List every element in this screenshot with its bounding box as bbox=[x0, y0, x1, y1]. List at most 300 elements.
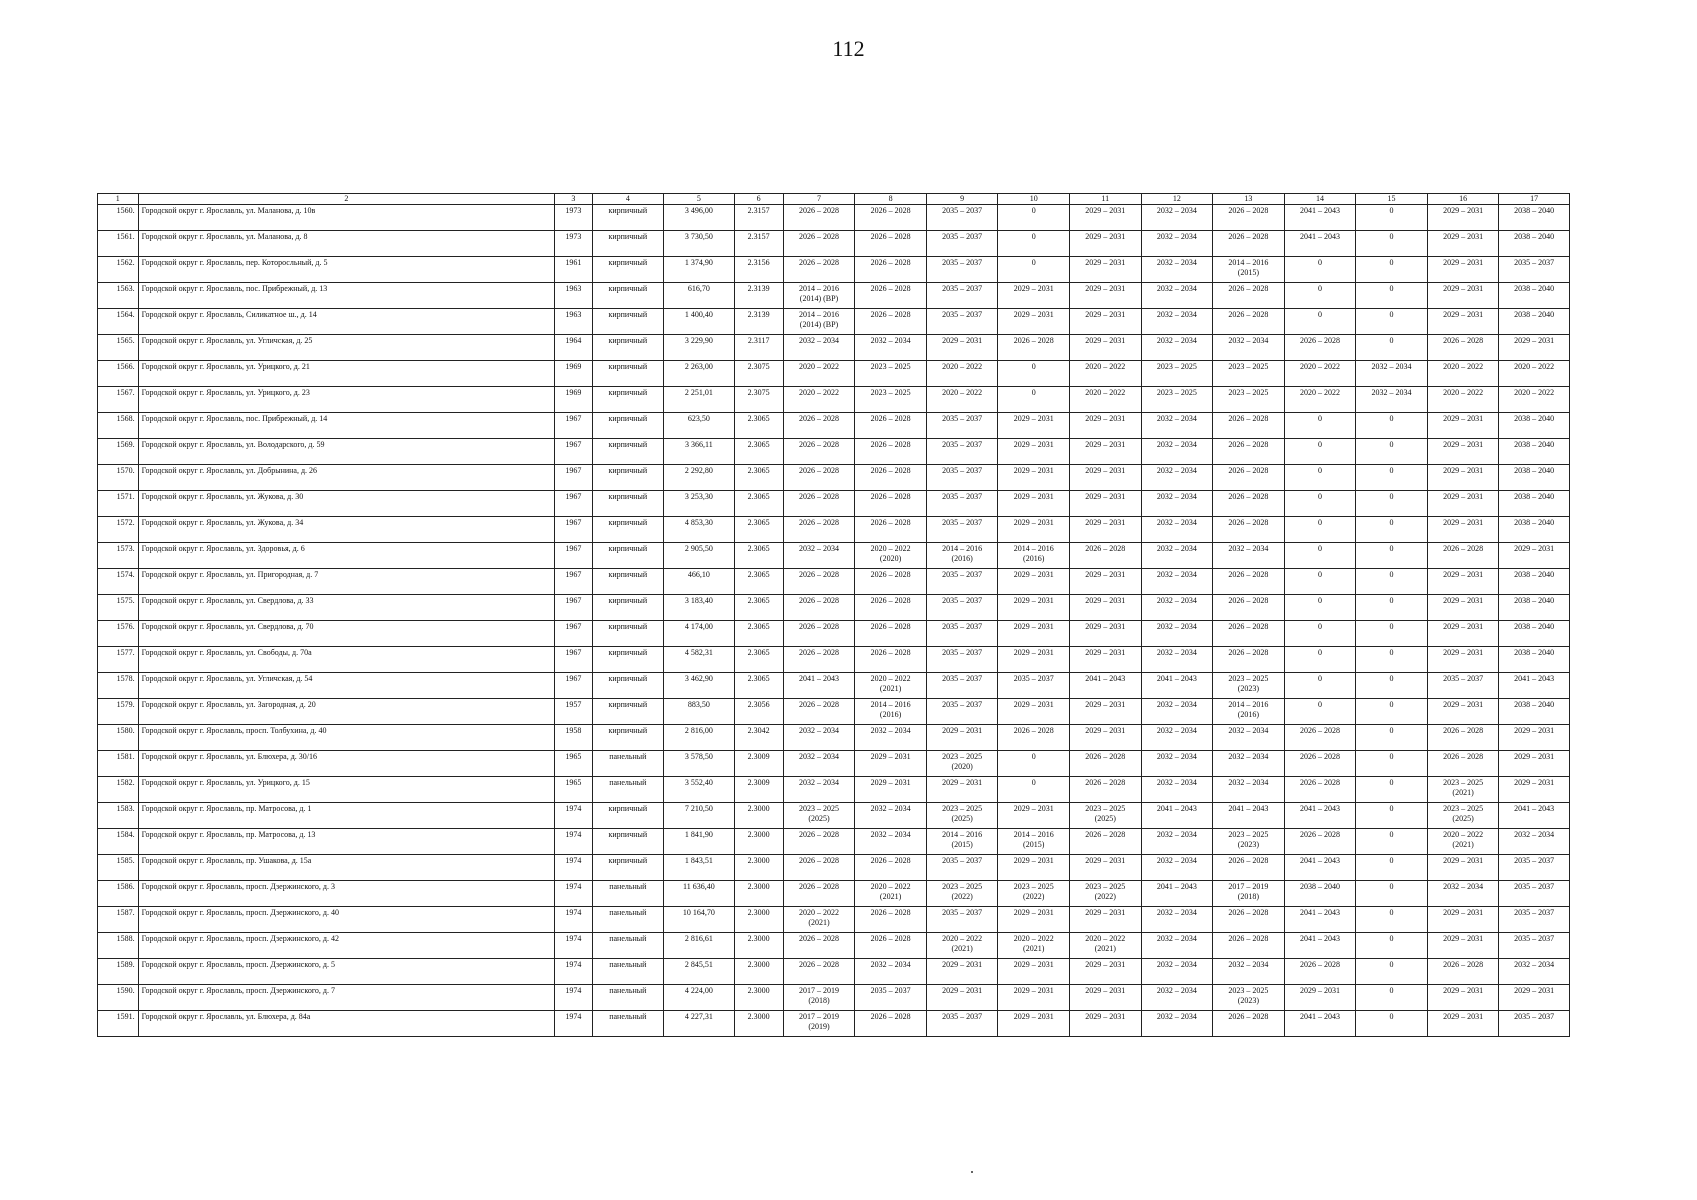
period-cell: 2032 – 2034 bbox=[1141, 283, 1213, 309]
year-cell: 1961 bbox=[555, 257, 592, 283]
wall-material-cell: панельный bbox=[592, 985, 664, 1011]
period-cell: 2038 – 2040 bbox=[1499, 465, 1570, 491]
period-cell: 2029 – 2031 bbox=[1499, 985, 1570, 1011]
period-cell: 0 bbox=[1356, 309, 1428, 335]
period-cell: 2017 – 2019 (2018) bbox=[783, 985, 855, 1011]
period-cell: 2035 – 2037 bbox=[926, 231, 998, 257]
column-number-cell: 15 bbox=[1356, 194, 1428, 205]
registry-table bbox=[97, 193, 1570, 1037]
column-number-row bbox=[98, 194, 1570, 205]
area-cell: 3 496,00 bbox=[664, 205, 735, 231]
year-cell: 1957 bbox=[555, 699, 592, 725]
period-cell: 2026 – 2028 bbox=[855, 465, 927, 491]
period-cell: 2020 – 2022 (2021) bbox=[783, 907, 855, 933]
area-cell: 2 251,01 bbox=[664, 387, 735, 413]
period-cell: 2029 – 2031 bbox=[998, 803, 1070, 829]
year-cell: 1974 bbox=[555, 933, 592, 959]
row-number-cell: 1585. bbox=[98, 855, 139, 881]
period-cell: 2023 – 2025 (2025) bbox=[926, 803, 998, 829]
period-cell: 0 bbox=[1284, 309, 1356, 335]
period-cell: 2020 – 2022 (2021) bbox=[1427, 829, 1499, 855]
scan-speck bbox=[971, 1171, 973, 1173]
period-cell: 2023 – 2025 (2020) bbox=[926, 751, 998, 777]
wall-material-cell: кирпичный bbox=[592, 621, 664, 647]
period-cell: 2032 – 2034 bbox=[1141, 491, 1213, 517]
period-cell: 2041 – 2043 bbox=[1284, 803, 1356, 829]
period-cell: 2026 – 2028 bbox=[855, 569, 927, 595]
period-cell: 2023 – 2025 (2025) bbox=[783, 803, 855, 829]
address-cell: Городской округ г. Ярославль, ул. Урицкого, д. 15 bbox=[138, 777, 555, 803]
period-cell: 0 bbox=[1356, 231, 1428, 257]
period-cell: 2029 – 2031 bbox=[1069, 595, 1141, 621]
period-cell: 2026 – 2028 bbox=[783, 933, 855, 959]
area-cell: 2 845,51 bbox=[664, 959, 735, 985]
period-cell: 2035 – 2037 bbox=[926, 413, 998, 439]
period-cell: 0 bbox=[1356, 777, 1428, 803]
row-number-cell: 1583. bbox=[98, 803, 139, 829]
index-cell: 2.3065 bbox=[734, 413, 783, 439]
table-row bbox=[98, 621, 1570, 647]
period-cell: 2023 – 2025 (2023) bbox=[1213, 673, 1285, 699]
period-cell: 2026 – 2028 bbox=[783, 829, 855, 855]
period-cell: 0 bbox=[1356, 907, 1428, 933]
column-number-cell: 6 bbox=[734, 194, 783, 205]
period-cell: 2026 – 2028 bbox=[783, 959, 855, 985]
period-cell: 0 bbox=[1356, 803, 1428, 829]
address-cell: Городской округ г. Ярославль, ул. Блюхера, д. 30/16 bbox=[138, 751, 555, 777]
period-cell: 2029 – 2031 bbox=[1069, 465, 1141, 491]
period-cell: 0 bbox=[1284, 673, 1356, 699]
table-row bbox=[98, 335, 1570, 361]
period-cell: 0 bbox=[1284, 413, 1356, 439]
period-cell: 2029 – 2031 bbox=[998, 517, 1070, 543]
period-cell: 2026 – 2028 bbox=[1213, 933, 1285, 959]
period-cell: 2029 – 2031 bbox=[998, 569, 1070, 595]
period-cell: 2026 – 2028 bbox=[855, 491, 927, 517]
period-cell: 2026 – 2028 bbox=[783, 231, 855, 257]
period-cell: 2029 – 2031 bbox=[1069, 725, 1141, 751]
index-cell: 2.3157 bbox=[734, 205, 783, 231]
period-cell: 2026 – 2028 bbox=[855, 231, 927, 257]
period-cell: 2038 – 2040 bbox=[1499, 595, 1570, 621]
period-cell: 2035 – 2037 bbox=[926, 855, 998, 881]
period-cell: 2026 – 2028 bbox=[855, 413, 927, 439]
period-cell: 2029 – 2031 bbox=[998, 283, 1070, 309]
period-cell: 2035 – 2037 bbox=[998, 673, 1070, 699]
period-cell: 2041 – 2043 bbox=[1284, 855, 1356, 881]
column-number-cell: 7 bbox=[783, 194, 855, 205]
period-cell: 2029 – 2031 bbox=[1069, 283, 1141, 309]
page-number: 112 bbox=[832, 36, 865, 61]
period-cell: 2035 – 2037 bbox=[1499, 933, 1570, 959]
wall-material-cell: кирпичный bbox=[592, 803, 664, 829]
index-cell: 2.3000 bbox=[734, 907, 783, 933]
row-number-cell: 1560. bbox=[98, 205, 139, 231]
table-row bbox=[98, 543, 1570, 569]
period-cell: 2029 – 2031 bbox=[1427, 907, 1499, 933]
period-cell: 2026 – 2028 bbox=[783, 491, 855, 517]
index-cell: 2.3000 bbox=[734, 1011, 783, 1037]
address-cell: Городской округ г. Ярославль, просп. Толбухина, д. 40 bbox=[138, 725, 555, 751]
period-cell: 2035 – 2037 bbox=[926, 257, 998, 283]
area-cell: 7 210,50 bbox=[664, 803, 735, 829]
period-cell: 2038 – 2040 bbox=[1499, 699, 1570, 725]
period-cell: 2014 – 2016 (2015) bbox=[1213, 257, 1285, 283]
period-cell: 2026 – 2028 bbox=[855, 647, 927, 673]
period-cell: 0 bbox=[1356, 933, 1428, 959]
year-cell: 1967 bbox=[555, 569, 592, 595]
period-cell: 2032 – 2034 bbox=[1213, 725, 1285, 751]
period-cell: 2032 – 2034 bbox=[1141, 725, 1213, 751]
year-cell: 1974 bbox=[555, 1011, 592, 1037]
period-cell: 0 bbox=[1356, 1011, 1428, 1037]
period-cell: 2020 – 2022 bbox=[783, 387, 855, 413]
period-cell: 2023 – 2025 bbox=[1141, 387, 1213, 413]
period-cell: 0 bbox=[1356, 517, 1428, 543]
period-cell: 2026 – 2028 bbox=[1213, 439, 1285, 465]
period-cell: 2038 – 2040 bbox=[1499, 413, 1570, 439]
period-cell: 2029 – 2031 bbox=[1284, 985, 1356, 1011]
column-number-cell: 1 bbox=[98, 194, 139, 205]
period-cell: 2029 – 2031 bbox=[1069, 985, 1141, 1011]
wall-material-cell: кирпичный bbox=[592, 335, 664, 361]
address-cell: Городской округ г. Ярославль, ул. Угличская, д. 25 bbox=[138, 335, 555, 361]
period-cell: 2026 – 2028 bbox=[783, 595, 855, 621]
period-cell: 2029 – 2031 bbox=[1427, 855, 1499, 881]
period-cell: 2029 – 2031 bbox=[1069, 205, 1141, 231]
area-cell: 3 730,50 bbox=[664, 231, 735, 257]
row-number-cell: 1591. bbox=[98, 1011, 139, 1037]
period-cell: 2029 – 2031 bbox=[926, 985, 998, 1011]
year-cell: 1967 bbox=[555, 595, 592, 621]
index-cell: 2.3056 bbox=[734, 699, 783, 725]
period-cell: 2026 – 2028 bbox=[1213, 647, 1285, 673]
period-cell: 2014 – 2016 (2015) bbox=[926, 829, 998, 855]
period-cell: 2032 – 2034 bbox=[1141, 777, 1213, 803]
period-cell: 2029 – 2031 bbox=[998, 699, 1070, 725]
year-cell: 1967 bbox=[555, 439, 592, 465]
table-row bbox=[98, 673, 1570, 699]
address-cell: Городской округ г. Ярославль, пер. Которосльный, д. 5 bbox=[138, 257, 555, 283]
period-cell: 0 bbox=[1356, 335, 1428, 361]
period-cell: 2035 – 2037 bbox=[926, 907, 998, 933]
period-cell: 2026 – 2028 bbox=[855, 517, 927, 543]
row-number-cell: 1576. bbox=[98, 621, 139, 647]
period-cell: 2029 – 2031 bbox=[998, 309, 1070, 335]
wall-material-cell: кирпичный bbox=[592, 413, 664, 439]
period-cell: 2023 – 2025 (2023) bbox=[1213, 985, 1285, 1011]
period-cell: 2029 – 2031 bbox=[926, 725, 998, 751]
period-cell: 0 bbox=[1284, 621, 1356, 647]
period-cell: 0 bbox=[998, 777, 1070, 803]
period-cell: 2029 – 2031 bbox=[1069, 413, 1141, 439]
wall-material-cell: кирпичный bbox=[592, 231, 664, 257]
table-row bbox=[98, 517, 1570, 543]
wall-material-cell: кирпичный bbox=[592, 829, 664, 855]
wall-material-cell: кирпичный bbox=[592, 283, 664, 309]
period-cell: 2017 – 2019 (2018) bbox=[1213, 881, 1285, 907]
period-cell: 2017 – 2019 (2019) bbox=[783, 1011, 855, 1037]
period-cell: 2026 – 2028 bbox=[1427, 959, 1499, 985]
index-cell: 2.3065 bbox=[734, 439, 783, 465]
period-cell: 2029 – 2031 bbox=[1427, 439, 1499, 465]
period-cell: 2041 – 2043 bbox=[1499, 803, 1570, 829]
address-cell: Городской округ г. Ярославль, просп. Дзержинского, д. 7 bbox=[138, 985, 555, 1011]
index-cell: 2.3065 bbox=[734, 647, 783, 673]
period-cell: 2032 – 2034 bbox=[1141, 543, 1213, 569]
period-cell: 2029 – 2031 bbox=[1427, 283, 1499, 309]
period-cell: 2041 – 2043 bbox=[1499, 673, 1570, 699]
period-cell: 2023 – 2025 (2025) bbox=[1427, 803, 1499, 829]
row-number-cell: 1574. bbox=[98, 569, 139, 595]
period-cell: 2032 – 2034 bbox=[1141, 751, 1213, 777]
period-cell: 2032 – 2034 bbox=[1141, 855, 1213, 881]
period-cell: 0 bbox=[1356, 465, 1428, 491]
period-cell: 2029 – 2031 bbox=[998, 959, 1070, 985]
address-cell: Городской округ г. Ярославль, ул. Володарского, д. 59 bbox=[138, 439, 555, 465]
period-cell: 0 bbox=[1356, 959, 1428, 985]
row-number-cell: 1582. bbox=[98, 777, 139, 803]
period-cell: 2032 – 2034 bbox=[783, 777, 855, 803]
period-cell: 0 bbox=[1356, 725, 1428, 751]
period-cell: 2029 – 2031 bbox=[855, 751, 927, 777]
period-cell: 2029 – 2031 bbox=[998, 439, 1070, 465]
address-cell: Городской округ г. Ярославль, ул. Урицкого, д. 21 bbox=[138, 361, 555, 387]
period-cell: 2029 – 2031 bbox=[1069, 1011, 1141, 1037]
area-cell: 1 400,40 bbox=[664, 309, 735, 335]
period-cell: 2029 – 2031 bbox=[926, 335, 998, 361]
index-cell: 2.3117 bbox=[734, 335, 783, 361]
period-cell: 2029 – 2031 bbox=[1427, 647, 1499, 673]
period-cell: 2029 – 2031 bbox=[1499, 543, 1570, 569]
period-cell: 2032 – 2034 bbox=[1213, 751, 1285, 777]
area-cell: 4 227,31 bbox=[664, 1011, 735, 1037]
period-cell: 2029 – 2031 bbox=[1427, 569, 1499, 595]
area-cell: 1 374,90 bbox=[664, 257, 735, 283]
address-cell: Городской округ г. Ярославль, просп. Дзержинского, д. 3 bbox=[138, 881, 555, 907]
period-cell: 2029 – 2031 bbox=[1427, 413, 1499, 439]
period-cell: 2029 – 2031 bbox=[998, 413, 1070, 439]
period-cell: 2029 – 2031 bbox=[1069, 491, 1141, 517]
period-cell: 2029 – 2031 bbox=[1427, 517, 1499, 543]
period-cell: 2035 – 2037 bbox=[926, 595, 998, 621]
area-cell: 466,10 bbox=[664, 569, 735, 595]
period-cell: 2026 – 2028 bbox=[855, 439, 927, 465]
period-cell: 2026 – 2028 bbox=[1213, 205, 1285, 231]
period-cell: 2029 – 2031 bbox=[1069, 855, 1141, 881]
period-cell: 2029 – 2031 bbox=[998, 855, 1070, 881]
period-cell: 2038 – 2040 bbox=[1499, 205, 1570, 231]
period-cell: 2032 – 2034 bbox=[1141, 517, 1213, 543]
area-cell: 616,70 bbox=[664, 283, 735, 309]
period-cell: 2032 – 2034 bbox=[783, 335, 855, 361]
period-cell: 2026 – 2028 bbox=[1284, 725, 1356, 751]
row-number-cell: 1570. bbox=[98, 465, 139, 491]
period-cell: 0 bbox=[1284, 595, 1356, 621]
column-number-cell: 16 bbox=[1427, 194, 1499, 205]
period-cell: 2023 – 2025 (2022) bbox=[1069, 881, 1141, 907]
wall-material-cell: кирпичный bbox=[592, 543, 664, 569]
period-cell: 2029 – 2031 bbox=[1069, 621, 1141, 647]
row-number-cell: 1579. bbox=[98, 699, 139, 725]
period-cell: 2020 – 2022 (2021) bbox=[926, 933, 998, 959]
period-cell: 2029 – 2031 bbox=[998, 985, 1070, 1011]
row-number-cell: 1569. bbox=[98, 439, 139, 465]
period-cell: 2029 – 2031 bbox=[1427, 985, 1499, 1011]
row-number-cell: 1578. bbox=[98, 673, 139, 699]
period-cell: 2029 – 2031 bbox=[998, 491, 1070, 517]
wall-material-cell: панельный bbox=[592, 751, 664, 777]
year-cell: 1967 bbox=[555, 673, 592, 699]
table-row bbox=[98, 933, 1570, 959]
period-cell: 2038 – 2040 bbox=[1499, 621, 1570, 647]
period-cell: 0 bbox=[1356, 283, 1428, 309]
index-cell: 2.3156 bbox=[734, 257, 783, 283]
period-cell: 2026 – 2028 bbox=[1427, 725, 1499, 751]
period-cell: 2023 – 2025 (2021) bbox=[1427, 777, 1499, 803]
period-cell: 2029 – 2031 bbox=[926, 777, 998, 803]
period-cell: 2026 – 2028 bbox=[1069, 751, 1141, 777]
period-cell: 0 bbox=[1356, 985, 1428, 1011]
row-number-cell: 1575. bbox=[98, 595, 139, 621]
wall-material-cell: кирпичный bbox=[592, 855, 664, 881]
period-cell: 2032 – 2034 bbox=[1141, 933, 1213, 959]
period-cell: 2026 – 2028 bbox=[855, 205, 927, 231]
period-cell: 2029 – 2031 bbox=[1427, 933, 1499, 959]
table-row bbox=[98, 231, 1570, 257]
index-cell: 2.3065 bbox=[734, 465, 783, 491]
index-cell: 2.3075 bbox=[734, 387, 783, 413]
year-cell: 1963 bbox=[555, 283, 592, 309]
period-cell: 2026 – 2028 bbox=[855, 933, 927, 959]
period-cell: 2023 – 2025 (2022) bbox=[926, 881, 998, 907]
period-cell: 2026 – 2028 bbox=[783, 621, 855, 647]
row-number-cell: 1580. bbox=[98, 725, 139, 751]
table-row bbox=[98, 283, 1570, 309]
wall-material-cell: кирпичный bbox=[592, 387, 664, 413]
period-cell: 2026 – 2028 bbox=[855, 309, 927, 335]
table-row bbox=[98, 439, 1570, 465]
period-cell: 2026 – 2028 bbox=[1213, 413, 1285, 439]
period-cell: 2032 – 2034 bbox=[1141, 231, 1213, 257]
period-cell: 2041 – 2043 bbox=[1284, 933, 1356, 959]
row-number-cell: 1590. bbox=[98, 985, 139, 1011]
period-cell: 2035 – 2037 bbox=[926, 439, 998, 465]
address-cell: Городской округ г. Ярославль, ул. Свердлова, д. 33 bbox=[138, 595, 555, 621]
table-row bbox=[98, 829, 1570, 855]
period-cell: 2029 – 2031 bbox=[1427, 1011, 1499, 1037]
period-cell: 2032 – 2034 bbox=[1213, 959, 1285, 985]
period-cell: 2035 – 2037 bbox=[926, 621, 998, 647]
wall-material-cell: панельный bbox=[592, 777, 664, 803]
period-cell: 2026 – 2028 bbox=[1213, 517, 1285, 543]
period-cell: 0 bbox=[1356, 205, 1428, 231]
period-cell: 0 bbox=[1356, 881, 1428, 907]
wall-material-cell: панельный bbox=[592, 907, 664, 933]
index-cell: 2.3065 bbox=[734, 517, 783, 543]
row-number-cell: 1568. bbox=[98, 413, 139, 439]
period-cell: 2026 – 2028 bbox=[1213, 621, 1285, 647]
area-cell: 883,50 bbox=[664, 699, 735, 725]
index-cell: 2.3000 bbox=[734, 959, 783, 985]
period-cell: 2020 – 2022 bbox=[1499, 387, 1570, 413]
period-cell: 0 bbox=[1284, 439, 1356, 465]
area-cell: 10 164,70 bbox=[664, 907, 735, 933]
period-cell: 2041 – 2043 bbox=[1284, 907, 1356, 933]
period-cell: 0 bbox=[1356, 543, 1428, 569]
period-cell: 2026 – 2028 bbox=[783, 569, 855, 595]
area-cell: 1 841,90 bbox=[664, 829, 735, 855]
address-cell: Городской округ г. Ярославль, пр. Матросова, д. 1 bbox=[138, 803, 555, 829]
period-cell: 2020 – 2022 bbox=[1427, 387, 1499, 413]
row-number-cell: 1562. bbox=[98, 257, 139, 283]
table-row bbox=[98, 361, 1570, 387]
period-cell: 2035 – 2037 bbox=[926, 283, 998, 309]
period-cell: 2014 – 2016 (2016) bbox=[855, 699, 927, 725]
period-cell: 2026 – 2028 bbox=[1069, 829, 1141, 855]
period-cell: 0 bbox=[1284, 647, 1356, 673]
period-cell: 2026 – 2028 bbox=[1213, 907, 1285, 933]
address-cell: Городской округ г. Ярославль, ул. Жукова, д. 30 bbox=[138, 491, 555, 517]
wall-material-cell: панельный bbox=[592, 959, 664, 985]
period-cell: 0 bbox=[1356, 491, 1428, 517]
period-cell: 0 bbox=[1356, 699, 1428, 725]
area-cell: 3 183,40 bbox=[664, 595, 735, 621]
period-cell: 2029 – 2031 bbox=[1499, 725, 1570, 751]
period-cell: 2029 – 2031 bbox=[1069, 335, 1141, 361]
row-number-cell: 1572. bbox=[98, 517, 139, 543]
row-number-cell: 1586. bbox=[98, 881, 139, 907]
period-cell: 2029 – 2031 bbox=[1069, 699, 1141, 725]
period-cell: 2020 – 2022 bbox=[1284, 387, 1356, 413]
period-cell: 2041 – 2043 bbox=[1284, 231, 1356, 257]
period-cell: 2032 – 2034 bbox=[855, 335, 927, 361]
period-cell: 2032 – 2034 bbox=[1356, 361, 1428, 387]
period-cell: 2038 – 2040 bbox=[1499, 439, 1570, 465]
address-cell: Городской округ г. Ярославль, ул. Здоровья, д. 6 bbox=[138, 543, 555, 569]
period-cell: 2029 – 2031 bbox=[1069, 231, 1141, 257]
table-row bbox=[98, 699, 1570, 725]
period-cell: 2026 – 2028 bbox=[1427, 751, 1499, 777]
address-cell: Городской округ г. Ярославль, ул. Свердлова, д. 70 bbox=[138, 621, 555, 647]
area-cell: 3 229,90 bbox=[664, 335, 735, 361]
wall-material-cell: кирпичный bbox=[592, 569, 664, 595]
period-cell: 2032 – 2034 bbox=[783, 543, 855, 569]
period-cell: 2020 – 2022 (2021) bbox=[998, 933, 1070, 959]
area-cell: 4 224,00 bbox=[664, 985, 735, 1011]
area-cell: 3 552,40 bbox=[664, 777, 735, 803]
row-number-cell: 1581. bbox=[98, 751, 139, 777]
period-cell: 0 bbox=[1356, 569, 1428, 595]
table-row bbox=[98, 205, 1570, 231]
period-cell: 2014 – 2016 (2016) bbox=[998, 543, 1070, 569]
address-cell: Городской округ г. Ярославль, ул. Добрынина, д. 26 bbox=[138, 465, 555, 491]
table-row bbox=[98, 751, 1570, 777]
period-cell: 0 bbox=[1284, 465, 1356, 491]
column-number-cell: 10 bbox=[998, 194, 1070, 205]
wall-material-cell: кирпичный bbox=[592, 699, 664, 725]
column-number-cell: 3 bbox=[555, 194, 592, 205]
period-cell: 2032 – 2034 bbox=[1141, 699, 1213, 725]
period-cell: 2032 – 2034 bbox=[1141, 335, 1213, 361]
period-cell: 2035 – 2037 bbox=[1427, 673, 1499, 699]
period-cell: 2026 – 2028 bbox=[1427, 335, 1499, 361]
address-cell: Городской округ г. Ярославль, ул. Загородная, д. 20 bbox=[138, 699, 555, 725]
period-cell: 2032 – 2034 bbox=[783, 751, 855, 777]
year-cell: 1967 bbox=[555, 517, 592, 543]
period-cell: 2029 – 2031 bbox=[1427, 491, 1499, 517]
address-cell: Городской округ г. Ярославль, ул. Жукова, д. 34 bbox=[138, 517, 555, 543]
